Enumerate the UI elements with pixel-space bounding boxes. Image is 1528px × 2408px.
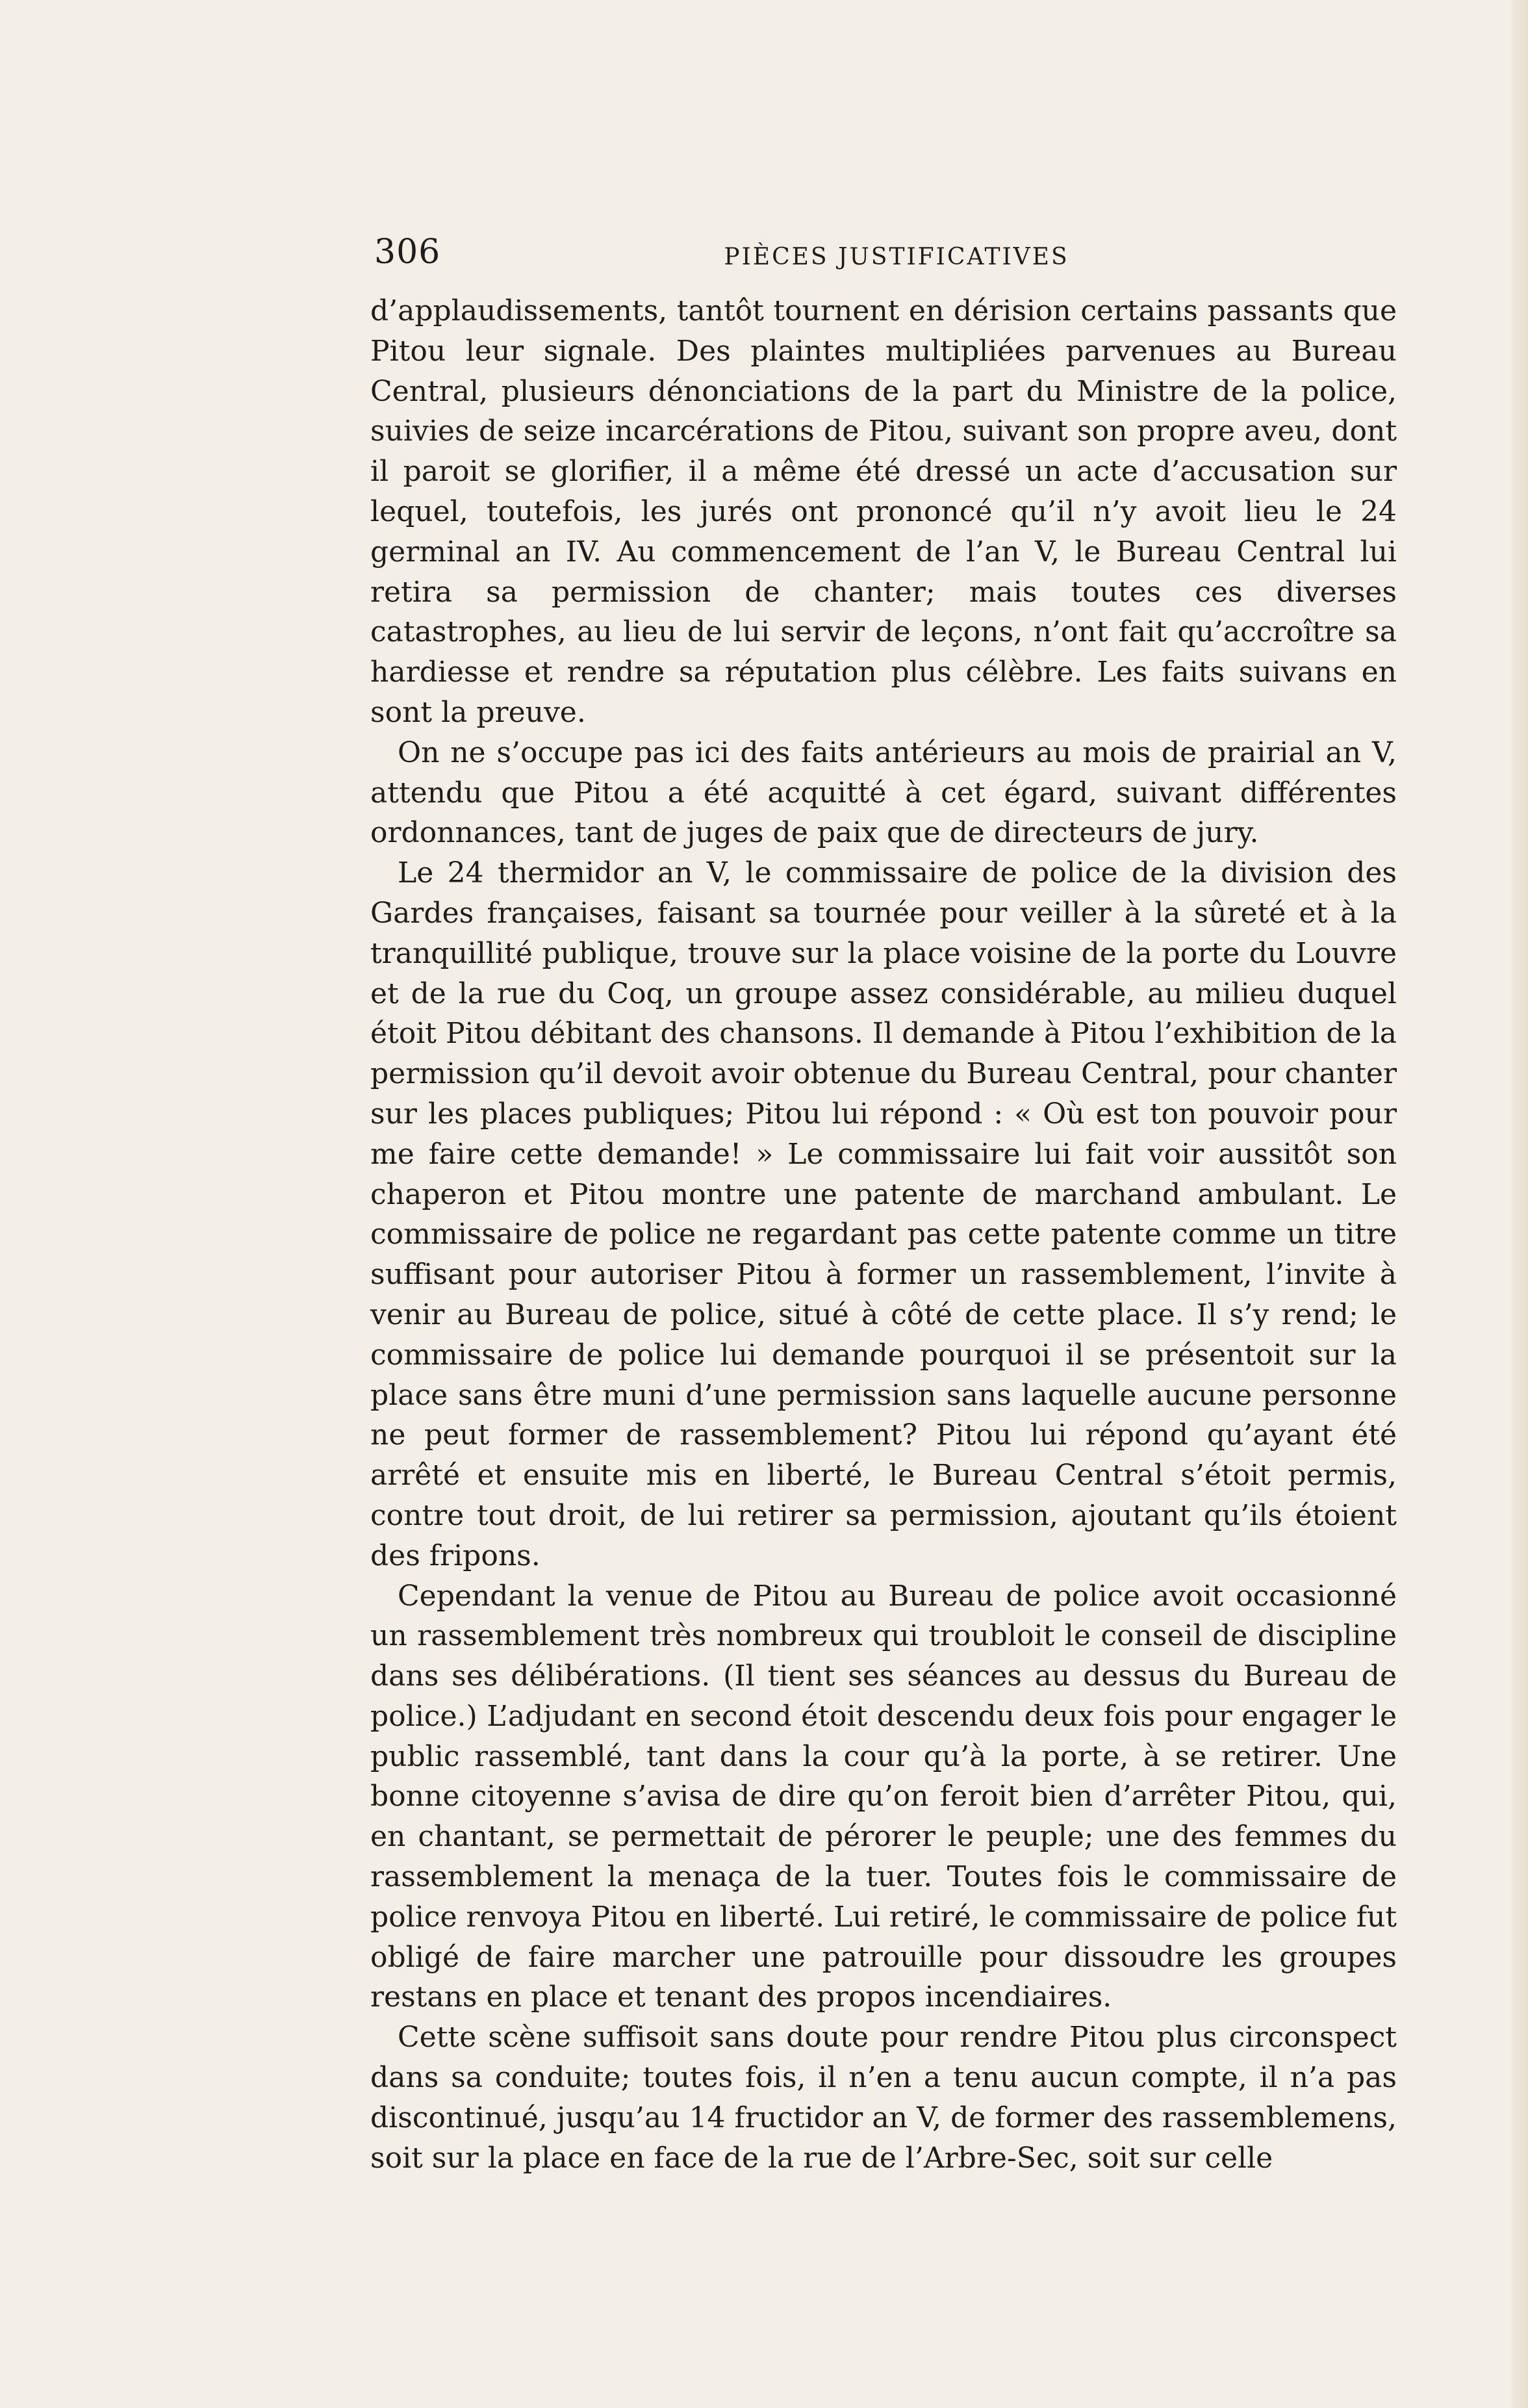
book-page xyxy=(370,233,1397,2178)
page-number: 306 xyxy=(374,233,441,272)
paragraph: Le 24 thermidor an V, le commissaire de police de la division des Gardes françaises, faisant sa tournée pour veiller à la sûreté et à la tranquillité publique, trouve sur la place voisine de la porte du Louvre et de la rue du Coq, un groupe assez considérable, au milieu duquel étoit Pitou débitant des chansons. Il demande à Pitou l’exhibition de la permission qu’il devoit avoir obtenue du Bureau Central, pour chanter sur les places publiques; Pitou lui répond : « Où est ton pouvoir pour me faire cette demande! » Le commissaire lui fait voir aussitôt son chaperon et Pitou montre une patente de marchand ambulant. Le commissaire de police ne regardant pas cette patente comme un titre suffisant pour autoriser Pitou à former un rassemblement, l’invite à venir au Bureau de police, situé à côté de cette place. Il s’y rend; le commissaire de police lui demande pourquoi il se présentoit sur la place sans être muni d’une permission sans laquelle aucune personne ne peut former de rassemblement? Pitou lui répond qu’ayant été arrêté et ensuite mis en liberté, le Bureau Central s’étoit permis, contre tout droit, de lui retirer sa permission, ajoutant qu’ils étoient des fripons. xyxy=(370,856,1397,1572)
paragraph: d’applaudissements, tantôt tournent en dérision certains passants que Pitou leur signale. Des plaintes multipliées parvenues au Bureau Central, plusieurs dénonciations de la part du Ministre de la police, suivies de seize incarcérations de Pitou, suivant son propre aveu, dont il paroit se glorifier, il a même été dressé un acte d’accusation sur lequel, toutefois, les jurés ont prononcé qu’il n’y avoit lieu le 24 germinal an IV. Au commencement de l’an V, le Bureau Central lui retira sa permission de chanter; mais toutes ces diverses catastrophes, au lieu de lui servir de leçons, n’ont fait qu’accroître sa hardiesse et rendre sa réputation plus célèbre. Les faits suivans en sont la preuve. xyxy=(370,294,1397,729)
paragraph: On ne s’occupe pas ici des faits antérieurs au mois de prairial an V, attendu que Pitou a été acquitté à cet égard, suivant différentes ordonnances, tant de juges de paix que de directeurs de jury. xyxy=(370,736,1397,850)
paragraph: Cependant la venue de Pitou au Bureau de police avoit occasionné un rassemblement très nombreux qui troubloit le conseil de discipline dans ses délibérations. (Il tient ses séances au dessus du Bureau de police.) L’adjudant en second étoit descendu deux fois pour engager le public rassemblé, tant dans la cour qu’à la porte, à se retirer. Une bonne citoyenne s’avisa de dire qu’on feroit bien d’arrêter Pitou, qui, en chantant, se permettait de pérorer le peuple; une des femmes du rassemblement la menaça de la tuer. Toutes fois le commissaire de police renvoya Pitou en liberté. Lui retiré, le commissaire de police fut obligé de faire marcher une patrouille pour dissoudre les groupes restans en place et tenant des propos incendiaires. xyxy=(370,1579,1397,2014)
scan-edge-shadow xyxy=(1511,0,1528,2408)
running-title: PIÈCES JUSTIFICATIVES xyxy=(724,244,1069,270)
page-header xyxy=(370,233,1397,291)
body-text xyxy=(370,291,1397,2178)
paragraph: Cette scène suffisoit sans doute pour rendre Pitou plus circonspect dans sa conduite; toutes fois, il n’en a tenu aucun compte, il n’a pas discontinué, jusqu’au 14 fructidor an V, de former des rassemblemens, soit sur la place en face de la rue de l’Arbre-Sec, soit sur celle xyxy=(370,2021,1397,2175)
